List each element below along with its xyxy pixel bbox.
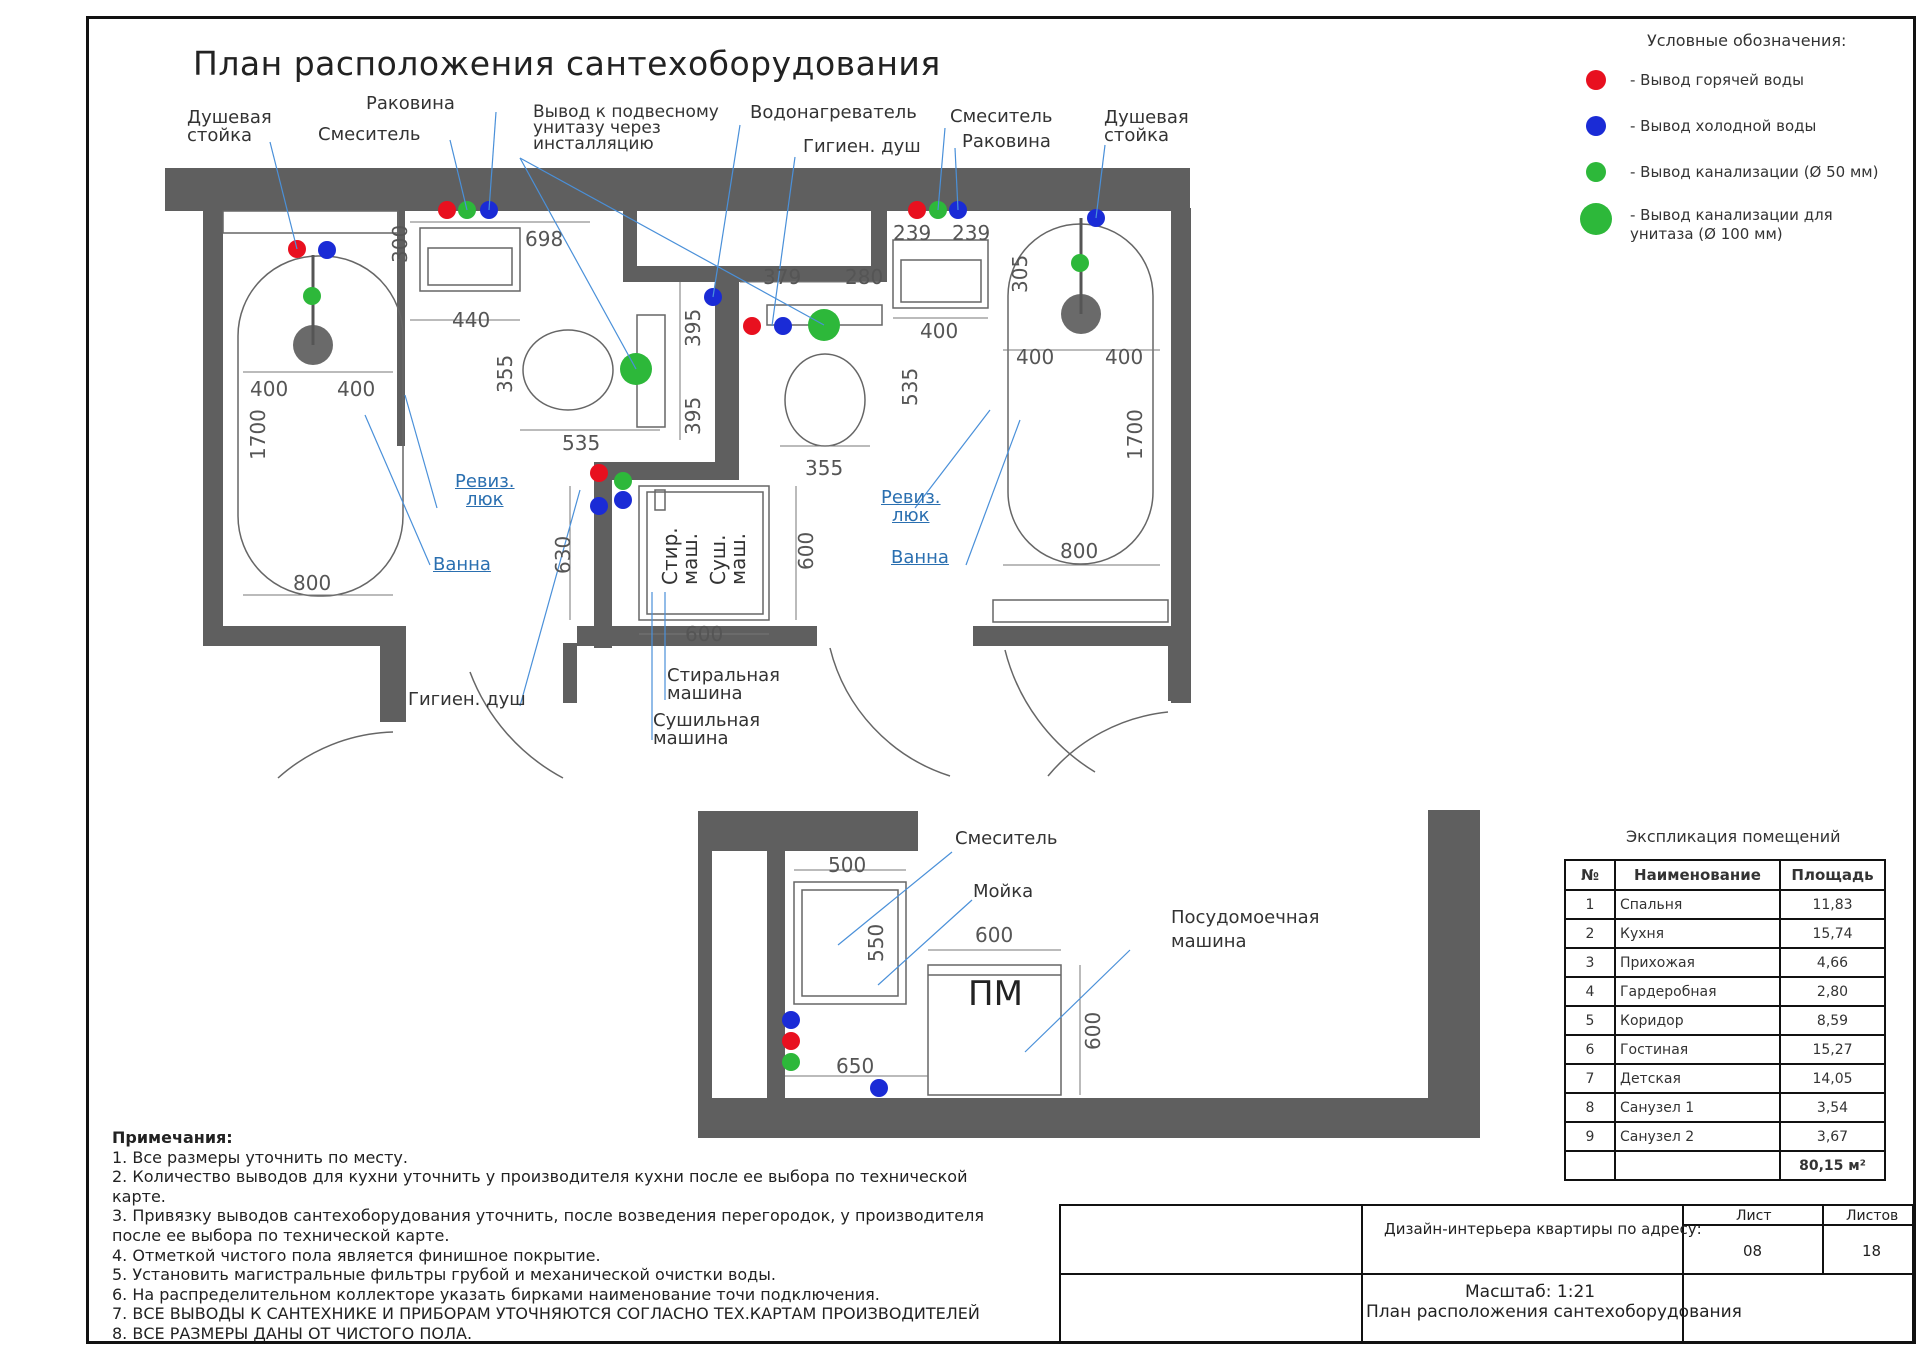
label-dryer-short: Суш. маш.: [706, 532, 750, 585]
explication-title: Экспликация помещений: [1626, 827, 1841, 846]
legend-item-cold: - Вывод холодной воды: [1630, 117, 1817, 135]
dim-698: 698: [525, 227, 564, 251]
toilet-right: [785, 354, 865, 446]
sink-right: [893, 240, 988, 308]
note-line: 1. Все размеры уточнить по месту.: [112, 1147, 408, 1167]
note-line: 4. Отметкой чистого пола является финишное покрытие.: [112, 1245, 601, 1265]
table-row: [1565, 1035, 1885, 1064]
legend-markers: [1580, 70, 1612, 235]
toilet-left: [523, 330, 613, 410]
note-line: 5. Установить магистральные фильтры грубой и механической очистки воды.: [112, 1265, 776, 1285]
label-sink-right: Раковина: [962, 131, 1051, 152]
dim-1700-a: 1700: [246, 409, 270, 460]
cold-water-outlet: [590, 497, 608, 515]
label-dishwasher: Посудомоечная машина: [1171, 907, 1320, 952]
note-line: 6. На распределительном коллекторе указать бирками наименование точи подключения.: [112, 1284, 880, 1304]
dim-379: 379: [763, 265, 802, 289]
dim-355-b: 355: [805, 456, 844, 480]
cold-water-outlet: [782, 1011, 800, 1029]
room-number: 8: [1565, 1093, 1615, 1122]
label-toilet-installation: Вывод к подвесному унитазу через инсталляцию: [533, 102, 719, 154]
hot-water-outlet: [743, 317, 761, 335]
label-shower-left: Душевая стойка: [187, 107, 272, 146]
room-area: 15,74: [1780, 919, 1885, 948]
room-number: 5: [1565, 1006, 1615, 1035]
wall-bottom-left: [203, 626, 393, 646]
wall-left: [203, 208, 223, 646]
room-number: 3: [1565, 948, 1615, 977]
dim-239-b: 239: [952, 221, 991, 245]
room-number: 1: [1565, 890, 1615, 919]
hot-water-outlet: [590, 464, 608, 482]
door-arc-left: [278, 732, 393, 778]
dim-550: 550: [864, 923, 888, 962]
dim-400-b: 400: [337, 377, 376, 401]
room-name: Санузел 1: [1615, 1093, 1780, 1122]
legend-drain100-marker: [1580, 203, 1612, 235]
dim-400-c: 400: [920, 319, 959, 343]
leader-line: [878, 900, 972, 985]
kitchen-wall-left: [698, 811, 712, 1136]
dim-400-e: 400: [1105, 345, 1144, 369]
wall-bottom-right: [973, 626, 1173, 646]
dim-400-d: 400: [1016, 345, 1055, 369]
dim-355-a: 355: [493, 354, 517, 393]
room-area: 15,27: [1780, 1035, 1885, 1064]
wall-top: [165, 168, 1190, 211]
stamp-sheets-label: Листов: [1846, 1208, 1899, 1224]
sink-right-bowl: [901, 260, 981, 302]
dim-600-d: 600: [1081, 1011, 1105, 1050]
room-area: 4,66: [1780, 948, 1885, 977]
cold-water-outlet: [774, 317, 792, 335]
kitchen-wall-inner: [767, 848, 785, 1103]
dim-600-c: 600: [975, 923, 1014, 947]
legend-item-drain50: - Вывод канализации (Ø 50 мм): [1630, 163, 1879, 181]
room-number: 9: [1565, 1122, 1615, 1151]
table-row: [1565, 890, 1885, 919]
room-name: Прихожая: [1615, 948, 1780, 977]
right-shelf: [993, 600, 1168, 622]
hot-water-outlet: [908, 201, 926, 219]
notes-heading: Примечания:: [112, 1128, 233, 1147]
dim-630: 630: [551, 535, 575, 574]
dim-600-a: 600: [685, 622, 724, 646]
cold-water-outlet: [614, 491, 632, 509]
sink-left-bowl: [428, 248, 512, 285]
col-header-area: Площадь: [1780, 860, 1885, 890]
door-arc-right-2: [1005, 650, 1095, 772]
room-number: 6: [1565, 1035, 1615, 1064]
kitchen-wall-right: [1428, 810, 1480, 1135]
table-row: [1565, 1064, 1885, 1093]
drain-outlet-50: [303, 287, 321, 305]
room-number: 2: [1565, 919, 1615, 948]
note-line: 2. Количество выводов для кухни уточнить у производителя кухни после ее выбора по технической карте.: [112, 1167, 968, 1206]
label-bath-left: Ванна: [433, 554, 491, 575]
dim-800-a: 800: [293, 571, 332, 595]
room-name: Гардеробная: [1615, 977, 1780, 1006]
leader-line: [405, 395, 437, 508]
hot-water-outlet: [782, 1032, 800, 1050]
cold-water-outlet: [870, 1079, 888, 1097]
explication-table: [1564, 859, 1886, 1181]
drain-outlet-50: [1071, 254, 1089, 272]
room-name: Коридор: [1615, 1006, 1780, 1035]
room-name: Гостиная: [1615, 1035, 1780, 1064]
room-name: Кухня: [1615, 919, 1780, 948]
dim-305: 305: [1008, 254, 1032, 293]
label-sink-left: Раковина: [366, 93, 455, 114]
cold-water-outlet: [318, 241, 336, 259]
label-revision-left: Ревиз. люк: [455, 471, 515, 510]
stamp-sheet-label: Лист: [1736, 1208, 1772, 1224]
dim-300: 300: [388, 224, 412, 263]
dim-535-b: 535: [898, 367, 922, 406]
table-header-row: [1565, 860, 1885, 890]
left-shelf: [223, 211, 398, 233]
wall-door-left-stub: [380, 626, 406, 722]
room-number: 7: [1565, 1064, 1615, 1093]
page-title: План расположения сантехоборудования: [193, 44, 941, 83]
wall-laundry-left: [594, 462, 612, 648]
table-row: [1565, 1006, 1885, 1035]
stamp-sheet-number: 08: [1743, 1242, 1763, 1260]
hot-water-outlet: [438, 201, 456, 219]
room-area: 11,83: [1780, 890, 1885, 919]
legend-cold-marker: [1586, 116, 1606, 136]
label-shower-right: Душевая стойка: [1104, 107, 1189, 146]
room-name: Санузел 2: [1615, 1122, 1780, 1151]
total-empty-cell: [1615, 1151, 1780, 1180]
col-header-name: Наименование: [1615, 860, 1780, 890]
dim-440: 440: [452, 308, 491, 332]
dim-280: 280: [845, 265, 884, 289]
door-arc-middle: [830, 648, 950, 776]
dim-1700-b: 1700: [1123, 409, 1147, 460]
table-row: [1565, 977, 1885, 1006]
room-number: 4: [1565, 977, 1615, 1006]
legend-hot-marker: [1586, 70, 1606, 90]
dim-395-a: 395: [681, 308, 705, 347]
label-dishwasher-abbr: ПМ: [968, 974, 1023, 1014]
room-name: Спальня: [1615, 890, 1780, 919]
stamp-scale: Масштаб: 1:21: [1465, 1282, 1596, 1302]
dim-800-b: 800: [1060, 539, 1099, 563]
legend-drain50-marker: [1586, 162, 1606, 182]
total-empty-cell: [1565, 1151, 1615, 1180]
label-dryer: Сушильная машина: [653, 710, 761, 749]
dim-395-b: 395: [681, 396, 705, 435]
kitchen-sink: [794, 882, 906, 1004]
label-kitchen-mixer: Смеситель: [955, 828, 1058, 849]
dim-500: 500: [828, 853, 867, 877]
door-arc-left-2: [470, 672, 563, 778]
label-mixer-left: Смеситель: [318, 124, 421, 145]
label-washing-machine: Стиральная машина: [667, 665, 780, 704]
stamp-sheets-total: 18: [1862, 1242, 1882, 1260]
table-total-row: [1565, 1151, 1885, 1180]
notes-block: [112, 1128, 1012, 1344]
room-area: 14,05: [1780, 1064, 1885, 1093]
drain-outlet-50: [614, 472, 632, 490]
total-area: 80,15 м²: [1780, 1151, 1885, 1180]
table-row: [1565, 1093, 1885, 1122]
note-line: 8. ВСЕ РАЗМЕРЫ ДАНЫ ОТ ЧИСТОГО ПОЛА.: [112, 1323, 473, 1343]
legend-title: Условные обозначения:: [1647, 31, 1847, 50]
table-row: [1565, 948, 1885, 977]
col-header-number: №: [1565, 860, 1615, 890]
label-washer-short: Стир. маш.: [658, 527, 702, 585]
label-water-heater: Водонагреватель: [750, 102, 917, 123]
stamp-design-label: Дизайн-интерьера квартиры по адресу:: [1384, 1220, 1702, 1238]
table-row: [1565, 919, 1885, 948]
dim-650: 650: [836, 1054, 875, 1078]
legend-item-hot: - Вывод горячей воды: [1630, 71, 1804, 89]
label-hygienic-shower-top: Гигиен. душ: [803, 136, 921, 157]
note-line: 3. Привязку выводов сантехоборудования уточнить, после возведения перегородок, у производителя после ее выбора по технической карте.: [112, 1206, 984, 1245]
legend-item-drain100: - Вывод канализации для унитаза (Ø 100 мм): [1630, 206, 1833, 243]
label-mixer-right: Смеситель: [950, 106, 1053, 127]
label-bath-right: Ванна: [891, 547, 949, 568]
label-hygienic-shower-bottom: Гигиен. душ: [408, 689, 526, 710]
wall-door-stub-middle: [563, 643, 577, 703]
room-name: Детская: [1615, 1064, 1780, 1093]
sink-left: [420, 228, 520, 291]
washer-panel: [655, 490, 665, 510]
door-arc-right: [1048, 712, 1168, 776]
stamp-drawing-name: План расположения сантехоборудования: [1366, 1302, 1742, 1322]
dim-600-b: 600: [794, 531, 818, 570]
note-line: 7. ВСЕ ВЫВОДЫ К САНТЕХНИКЕ И ПРИБОРАМ УТОЧНЯЮТСЯ СОГЛАСНО ТЕХ.КАРТАМ ПРОИЗВОДИТЕЛЕЙ: [112, 1304, 980, 1324]
leader-line: [966, 420, 1020, 565]
room-area: 3,67: [1780, 1122, 1885, 1151]
dim-535-a: 535: [562, 431, 601, 455]
room-area: 3,54: [1780, 1093, 1885, 1122]
room-area: 8,59: [1780, 1006, 1885, 1035]
drain-outlet-50: [782, 1053, 800, 1071]
kitchen-wall-top-left: [698, 811, 918, 851]
dim-239-a: 239: [893, 221, 932, 245]
label-kitchen-sink: Мойка: [973, 881, 1034, 902]
wall-right-stub: [1168, 626, 1190, 701]
wall-center-vertical: [715, 280, 739, 474]
label-revision-right: Ревиз. люк: [881, 487, 941, 526]
dim-400-a: 400: [250, 377, 289, 401]
room-area: 2,80: [1780, 977, 1885, 1006]
table-row: [1565, 1122, 1885, 1151]
